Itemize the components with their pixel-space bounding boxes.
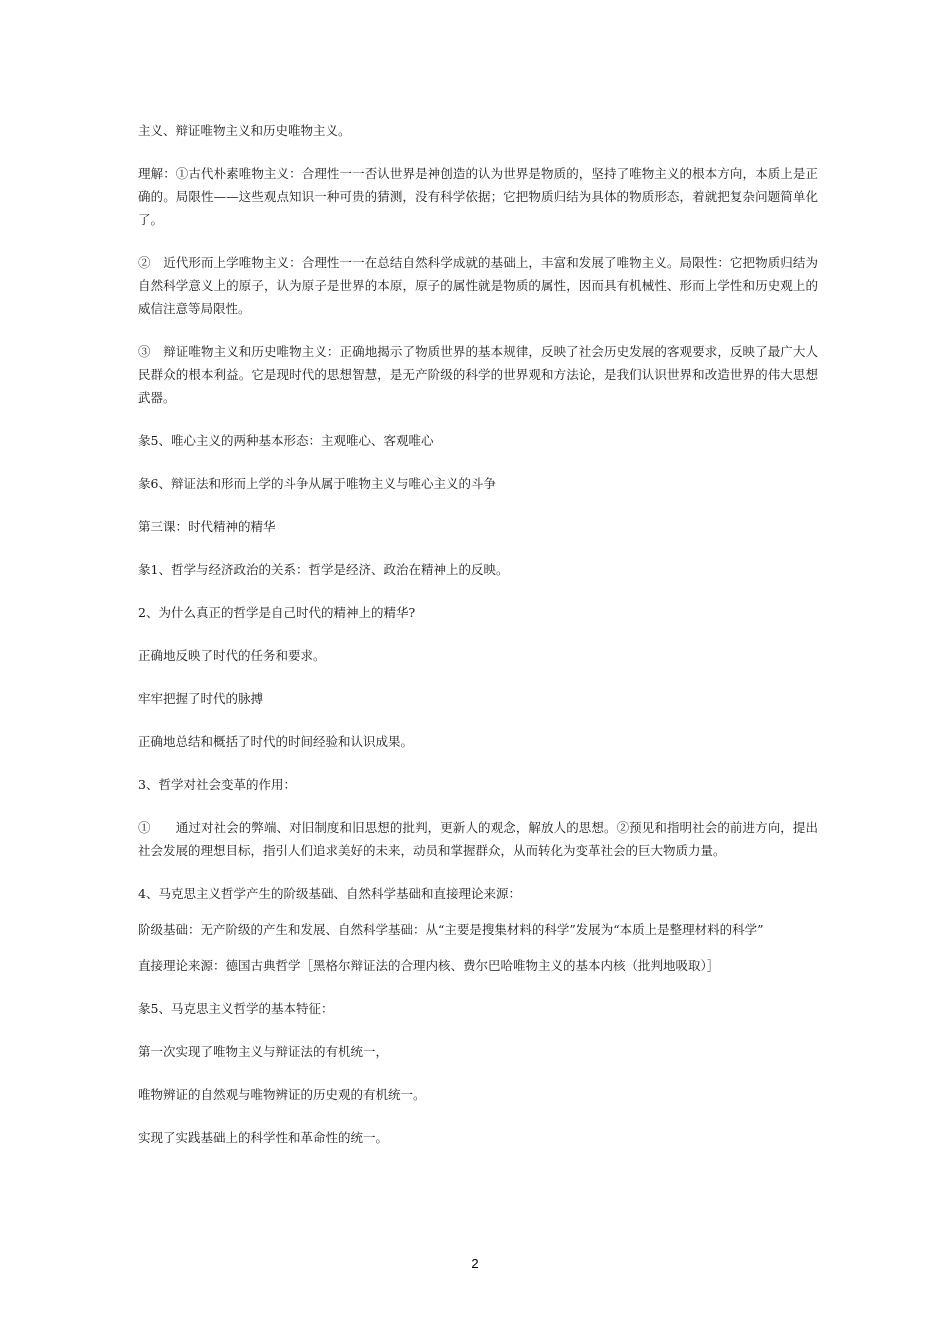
question-social-change: 3、哲学对社会变革的作用： <box>138 777 296 792</box>
question-marxism-origins: 4、马克思主义哲学产生的阶级基础、自然科学基础和直接理论来源： <box>138 886 521 901</box>
paragraph-ancient-materialism: 理解：①古代朴素唯物主义：合理性一一否认世界是神创造的认为世界是物质的，坚持了唯物主义的根本方向，本质上是正确的。局限性——这些观点知识一种可贵的猜测，没有科学依据；它把物质归结为具体的物质形态，着就把复杂问题简单化了。 <box>138 166 818 227</box>
paragraph-dialectical-materialism: ③ 辩证唯物主义和历史唯物主义：正确地揭示了物质世界的基本规律，反映了社会历史发展的客观要求，反映了最广大人民群众的根本利益。它是现时代的思想智慧，是无产阶级的科学的世界观和方法论，是我们认识世界和改造世界的伟大思想武器。 <box>138 344 818 405</box>
question-true-philosophy: 2、为什么真正的哲学是自己时代的精神上的精华? <box>138 605 416 620</box>
paragraph-philosophy-economy: 彖1、哲学与经济政治的关系：哲学是经济、政治在精神上的反映。 <box>138 562 509 577</box>
answer-point-3: 正确地总结和概括了时代的时间经验和认识成果。 <box>138 734 414 749</box>
paragraph-theory-source: 直接理论来源：德国古典哲学［黑格尔辩证法的合理内核、费尔巴哈唯物主义的基本内核（批判地吸取）］ <box>138 958 720 973</box>
feature-point-1: 第一次实现了唯物主义与辩证法的有机统一， <box>138 1044 389 1059</box>
document-body <box>138 119 818 1169</box>
page-number: 2 <box>471 1256 479 1271</box>
lesson-three-heading: 第三课：时代精神的精华 <box>138 519 276 534</box>
paragraph-metaphysical-materialism: ② 近代形而上学唯物主义：合理性一一在总结自然科学成就的基础上，丰富和发展了唯物主义。局限性：它把物质归结为自然科学意义上的原子，认为原子是世界的本原，原子的属性就是物质的属性，因而具有机械性、形而上学性和历史观上的威信注意等局限性。 <box>138 255 818 316</box>
question-marxism-features: 彖5、马克思主义哲学的基本特征： <box>138 1001 334 1016</box>
paragraph-materialism-forms: 主义、辩证唯物主义和历史唯物主义。 <box>138 123 351 138</box>
paragraph-class-basis: 阶级基础：无产阶级的产生和发展、自然科学基础：从“主要是搜集材料的科学”发展为“本质上是整理材料的科学” <box>138 922 764 937</box>
feature-point-3: 实现了实践基础上的科学性和革命性的统一。 <box>138 1130 389 1145</box>
paragraph-social-change-role: ① 通过对社会的弊端、对旧制度和旧思想的批判，更新人的观念，解放人的思想。②预见和指明社会的前进方向，提出社会发展的理想目标，指引人们追求美好的未来，动员和掌握群众，从而转化为变革社会的巨大物质力量。 <box>138 820 818 858</box>
answer-point-1: 正确地反映了时代的任务和要求。 <box>138 648 326 663</box>
paragraph-dialectics-struggle: 彖6、辩证法和形而上学的斗争从属于唯物主义与唯心主义的斗争 <box>138 476 496 491</box>
answer-point-2: 牢牢把握了时代的脉搏 <box>138 691 264 706</box>
paragraph-idealism-forms: 彖5、唯心主义的两种基本形态：主观唯心、客观唯心 <box>138 433 434 448</box>
feature-point-2: 唯物辨证的自然观与唯物辨证的历史观的有机统一。 <box>138 1087 426 1102</box>
